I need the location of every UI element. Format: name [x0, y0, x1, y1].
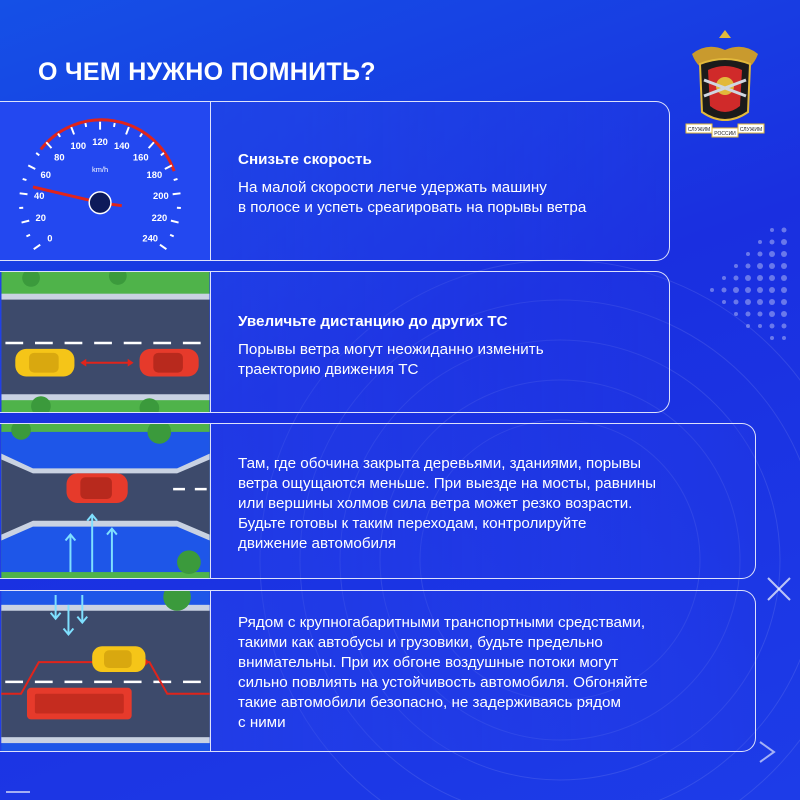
bridge-illustration: [0, 424, 211, 578]
tip-text-line: такие автомобили безопасно, не задерживаясь рядом: [238, 694, 621, 711]
tip-card-distance: [0, 271, 670, 413]
tip-text-line: или вершины холмов сила ветра может резко возрасти.: [238, 495, 633, 512]
speed-tick: [160, 245, 166, 250]
speed-tick: [85, 123, 86, 127]
speed-unit-label: km/h: [92, 165, 109, 175]
speed-tick: [165, 165, 172, 169]
speed-tick-label: 140: [114, 140, 130, 151]
speed-tick: [22, 221, 30, 223]
tip-text-line: На малой скорости легче удержать машину: [238, 179, 547, 196]
speedometer-icon: [0, 102, 211, 260]
speed-tick: [28, 165, 35, 169]
speed-tick: [20, 193, 28, 194]
yellow-car-icon: [92, 646, 145, 672]
speed-tick: [23, 179, 27, 180]
speed-tick-label: 80: [54, 152, 65, 163]
emblem-ribbon-text: СЛУЖИМ: [687, 127, 711, 133]
tip-card-large-vehicles: [0, 590, 756, 752]
speed-tick-label: 160: [132, 152, 149, 163]
tip-text-line: такими как автобусы и грузовики, будьте предельно: [238, 634, 603, 651]
speed-tick: [174, 179, 178, 180]
tip-text-line: Рядом с крупногабаритными транспортными средствами,: [238, 614, 646, 631]
tip-card-speed: [0, 101, 670, 261]
yellow-car-icon: [15, 349, 74, 377]
speedometer-illustration: [0, 102, 211, 260]
tip-text-line: Там, где обочина закрыта деревьями, зданиями, порывы: [238, 455, 642, 472]
speed-tick-label: 40: [34, 191, 45, 202]
tip-text-line: Порывы ветра могут неожиданно изменить: [238, 341, 544, 358]
tip-text-line: сильно повлиять на устойчивость автомобиля. Обгоняйте: [238, 674, 648, 691]
speed-tick-label: 240: [142, 233, 159, 244]
speed-tick-label: 220: [151, 213, 168, 224]
speed-tick-label: 200: [153, 191, 169, 202]
page-title: О ЧЕМ НУЖНО ПОМНИТЬ?: [38, 58, 376, 86]
speed-tick: [71, 127, 74, 134]
bus-icon: [27, 688, 132, 720]
speed-tick: [114, 123, 115, 127]
tip-text-line: в полосе и успеть среагировать на порывы ветра: [238, 199, 587, 216]
tip-text-line: Будьте готовы к таким переходам, контролируйте: [238, 515, 587, 532]
tip-card-bridges: [0, 423, 756, 579]
speed-tick: [149, 142, 154, 148]
tip-text-line: движение автомобиля: [238, 535, 397, 552]
tip-text-line: внимательны. При их обгоне воздушные потоки могут: [238, 654, 619, 671]
speed-tick: [36, 153, 39, 155]
tip-text-line: ветра ощущаются меньше. При выезде на мосты, равнины: [238, 475, 656, 492]
speed-tick: [171, 221, 179, 223]
tip-text-line: с ними: [238, 714, 286, 731]
speed-tick: [140, 133, 142, 136]
speed-tick: [26, 235, 30, 237]
speed-tick: [161, 153, 164, 155]
tip-text-line: траекторию движения ТС: [238, 361, 419, 378]
police-emblem-icon: [682, 24, 768, 154]
speed-tick-label: 60: [40, 169, 51, 180]
tip-heading: Снизьте скорость: [238, 151, 372, 168]
speed-tick-label: 0: [47, 233, 53, 244]
tip-heading: Увеличьте дистанцию до других ТС: [238, 313, 508, 330]
red-car-icon: [140, 349, 199, 377]
emblem-ribbon-text: СЛУЖИМ: [739, 127, 763, 133]
speed-tick: [46, 142, 51, 148]
emblem-ribbon-text: РОССИИ: [714, 131, 736, 137]
distance-illustration: [0, 272, 211, 412]
speed-tick: [173, 193, 181, 194]
speed-tick: [170, 235, 174, 237]
speed-tick-label: 100: [70, 140, 87, 151]
red-car-icon: [67, 473, 128, 503]
speed-tick-label: 180: [146, 169, 163, 180]
speed-tick: [58, 133, 60, 136]
overtaking-illustration: [0, 591, 211, 751]
speed-tick: [34, 245, 40, 250]
speed-tick: [126, 127, 129, 134]
speed-tick-label: 20: [35, 213, 46, 224]
speed-tick-label: 120: [92, 136, 108, 147]
